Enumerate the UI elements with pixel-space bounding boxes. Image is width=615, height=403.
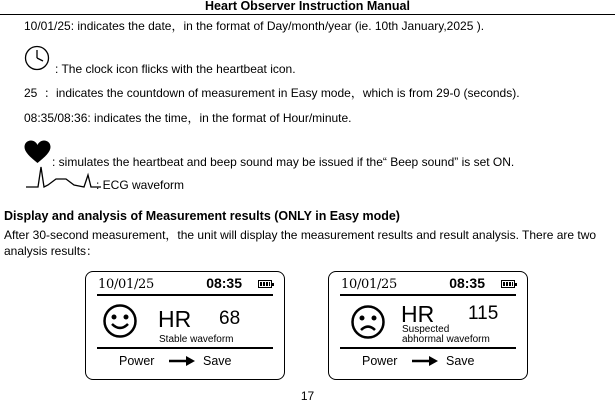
save-label: Save: [203, 354, 232, 368]
divider: [340, 294, 516, 296]
clock-icon: [24, 45, 50, 71]
section-paragraph: After 30-second measurement，the unit will display the measurement results and result analysis. There are two analysis results：: [4, 228, 597, 258]
analysis-message-line1: Suspected: [402, 324, 450, 335]
ecg-description: : ECG waveform: [96, 178, 185, 192]
right-arrow-icon: [412, 356, 438, 366]
screen-time: 08:35: [449, 275, 485, 291]
screen-time: 08:35: [206, 275, 242, 291]
date-description: 10/01/25: indicates the date，in the format of Day/month/year (ie. 10th January,2025 ).: [24, 19, 485, 33]
clock-description: : The clock icon flicks with the heartbeat icon.: [55, 62, 296, 76]
countdown-value: 25: [24, 86, 38, 100]
divider: [97, 294, 273, 296]
ecg-waveform-icon: [26, 165, 101, 191]
page-header: [0, 0, 615, 15]
analysis-message-line2: abhormal waveform: [402, 334, 490, 345]
battery-icon: [258, 280, 272, 288]
power-label: Power: [362, 354, 398, 368]
device-screen-abnormal: [328, 271, 528, 380]
heart-description: : simulates the heartbeat and beep sound may be issued if the“ Beep sound” is set ON.: [52, 155, 515, 169]
power-label: Power: [119, 354, 155, 368]
screen-date: 10/01/25: [341, 277, 397, 292]
sad-face-icon: [351, 305, 385, 339]
page-number: 17: [300, 389, 315, 403]
countdown-description: ：indicates the countdown of measurement in Easy mode，which is from 29-0 (seconds).: [44, 86, 520, 100]
right-arrow-icon: [169, 356, 195, 366]
time-description: 08:35/08:36: indicates the time，in the format of Hour/minute.: [24, 111, 352, 125]
analysis-message: Stable waveform: [159, 334, 234, 345]
smile-face-icon: [103, 304, 137, 338]
hr-label: HR: [401, 301, 435, 327]
divider: [340, 347, 516, 349]
save-label: Save: [446, 354, 475, 368]
heart-icon: [24, 140, 51, 164]
header-title: Heart Observer Instruction Manual: [205, 0, 410, 13]
device-screen-stable: [85, 271, 285, 380]
hr-value: 68: [219, 308, 241, 329]
screen-date: 10/01/25: [98, 277, 154, 292]
battery-icon: [501, 280, 515, 288]
section-title: Display and analysis of Measurement results (ONLY in Easy mode): [4, 209, 400, 223]
hr-label: HR: [158, 306, 192, 332]
divider: [97, 347, 273, 349]
hr-value: 115: [468, 303, 499, 324]
